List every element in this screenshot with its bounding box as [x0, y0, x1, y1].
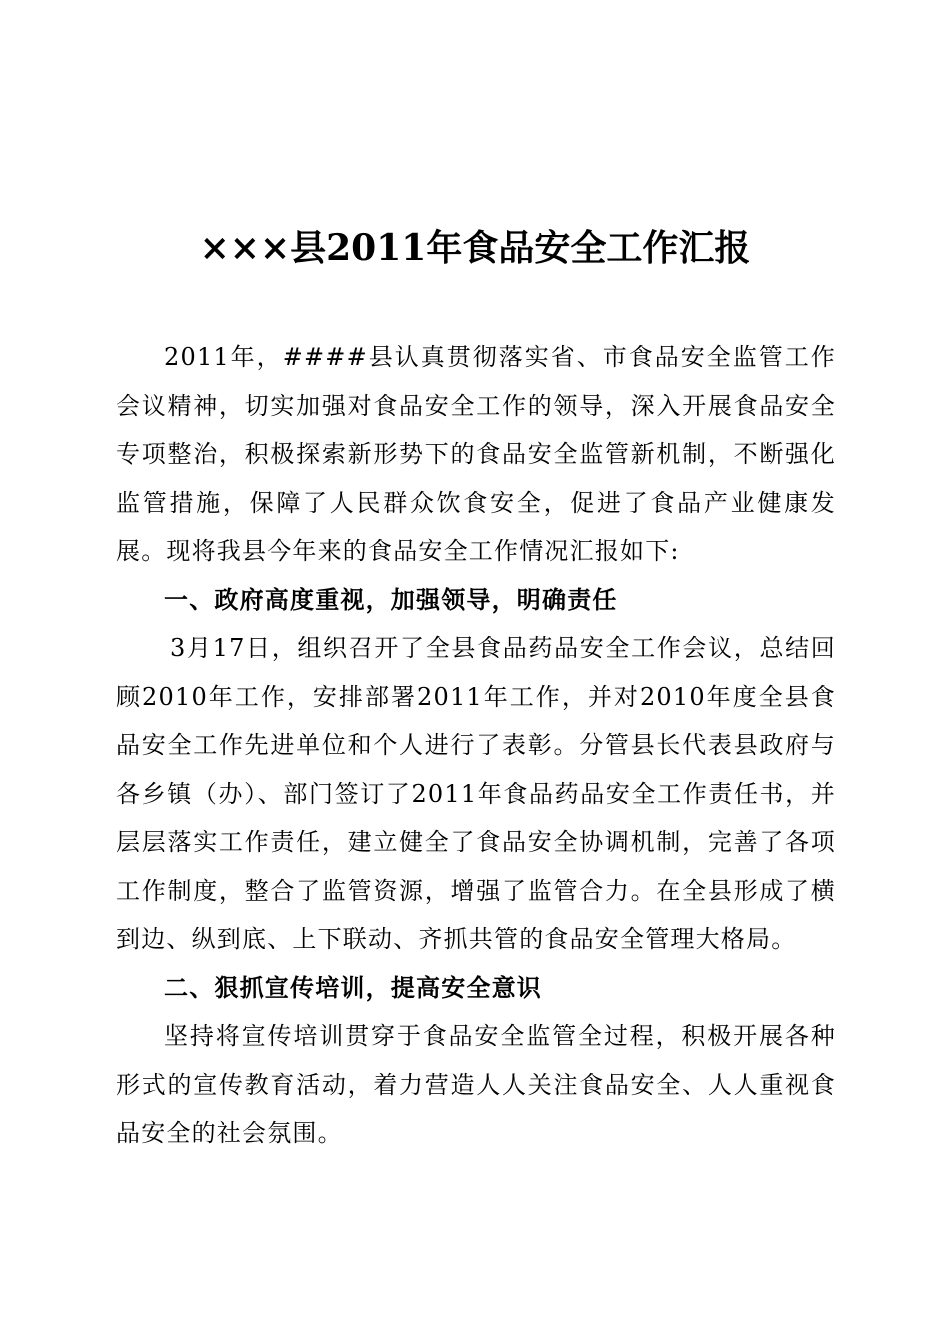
document-title: ×××县2011年食品安全工作汇报: [199, 227, 751, 269]
paragraph-section-1: 3月17日，组织召开了全县食品药品安全工作会议，总结回顾2010年工作，安排部署2011年工作，并对2010年度全县食品安全工作先进单位和个人进行了表彰。分管县长代表县政府与各乡镇（办）、部门签订了2011年食品药品安全工作责任书，并层层落实工作责任，建立健全了食品安全协调机制，完善了各项工作制度，整合了监管资源，增强了监管合力。在全县形成了横到边、纵到底、上下联动、齐抓共管的食品安全管理大格局。: [116, 634, 836, 953]
section-heading-2: 二、狠抓宣传培训，提高安全意识: [164, 972, 542, 1002]
paragraph-intro: 2011年，####县认真贯彻落实省、市食品安全监管工作会议精神，切实加强对食品安全工作的领导，深入开展食品安全专项整治，积极探索新形势下的食品安全监管新机制，不断强化监管措施，保障了人民群众饮食安全，促进了食品产业健康发展。现将我县今年来的食品安全工作情况汇报如下:: [116, 343, 836, 565]
section-heading-1: 一、政府高度重视，加强领导，明确责任: [164, 584, 618, 614]
document-body: [116, 333, 836, 1158]
paragraph-section-2: 坚持将宣传培训贯穿于食品安全监管全过程，积极开展各种形式的宣传教育活动，着力营造人人关注食品安全、人人重视食品安全的社会氛围。: [116, 1022, 836, 1147]
